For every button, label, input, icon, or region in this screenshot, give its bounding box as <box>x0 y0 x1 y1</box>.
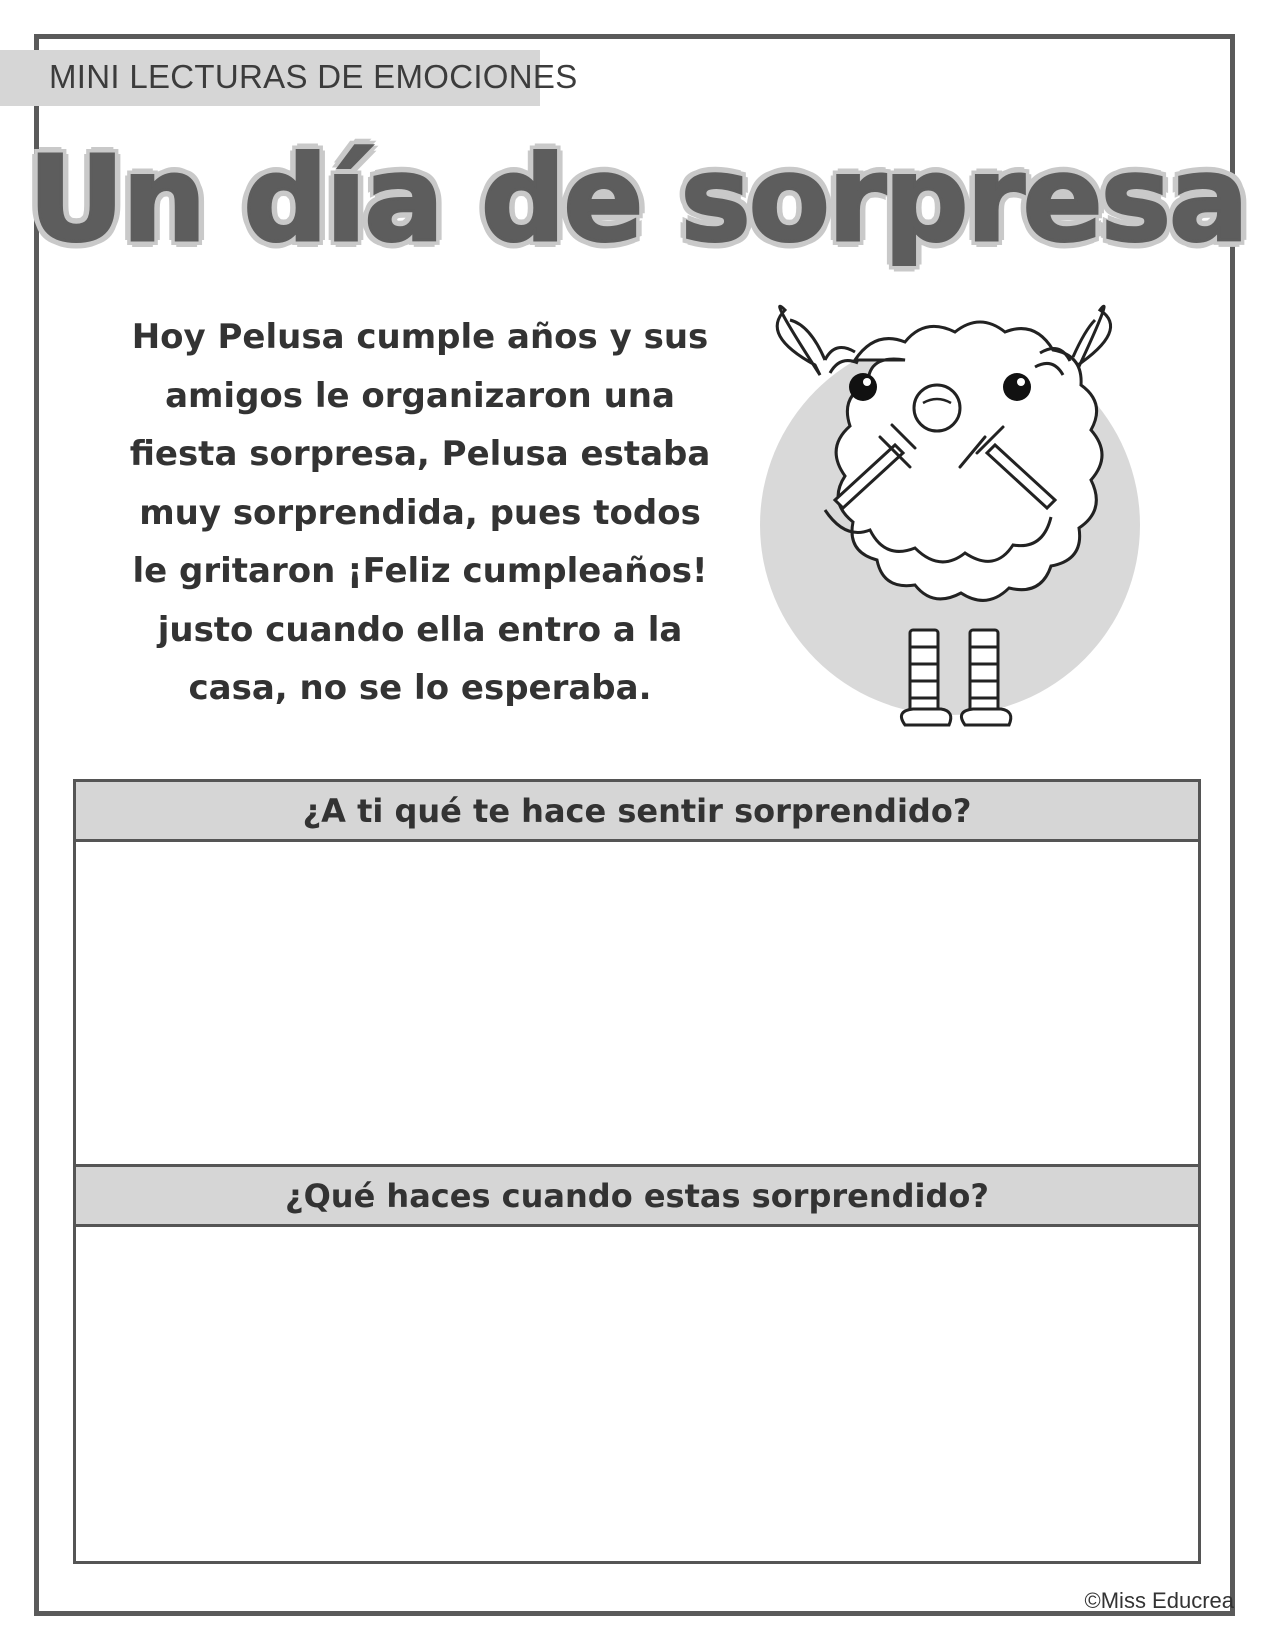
surprised-sheep-icon <box>755 295 1155 755</box>
question-header <box>76 1167 1198 1227</box>
answer-area[interactable] <box>76 1227 1198 1561</box>
story-text <box>120 308 720 718</box>
story-line: casa, no se lo esperaba. <box>188 668 652 708</box>
answer-area[interactable] <box>76 842 1198 1164</box>
question-box-1 <box>73 779 1201 1167</box>
question-label: ¿A ti qué te hace sentir sorprendido? <box>302 791 972 830</box>
question-label: ¿Qué haces cuando estas sorprendido? <box>285 1176 989 1215</box>
series-label: MINI LECTURAS DE EMOCIONES <box>49 58 578 95</box>
story-line: justo cuando ella entro a la <box>157 609 683 650</box>
question-header <box>76 782 1198 842</box>
story-line: fiesta sorpresa, Pelusa estaba <box>129 434 711 474</box>
story-line: le gritaron ¡Feliz cumpleaños! <box>132 551 708 591</box>
story-line: muy sorprendida, pues todos <box>139 492 701 533</box>
question-box-2 <box>73 1164 1201 1564</box>
page-title: Un día de sorpresa <box>28 130 1247 268</box>
story-line: amigos le organizaron una <box>165 375 675 416</box>
story-line: Hoy Pelusa cumple años y sus <box>131 317 709 357</box>
copyright-text: ©Miss Educrea <box>1084 1588 1234 1613</box>
